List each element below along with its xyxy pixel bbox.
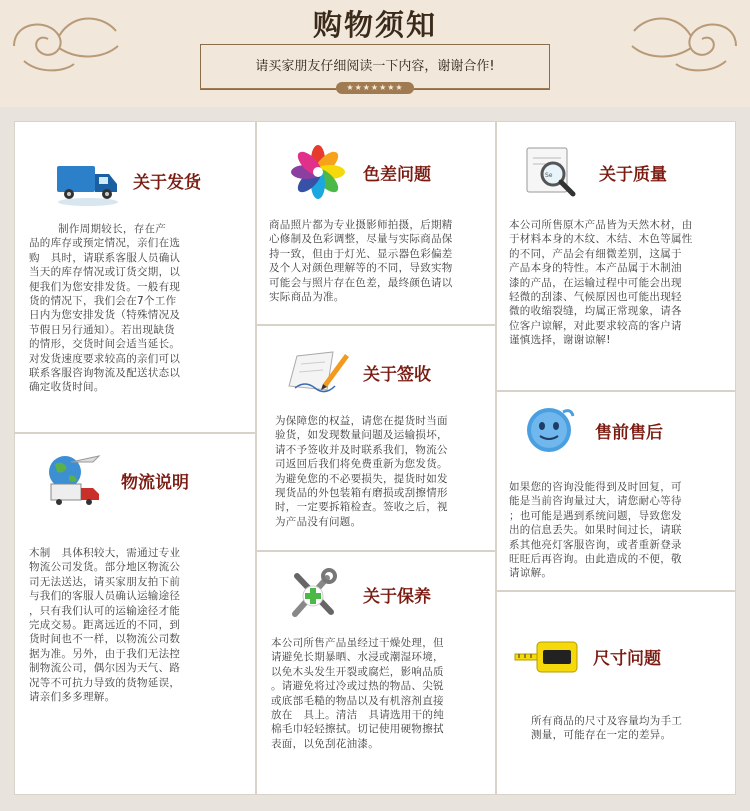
- page-title: 购物须知: [268, 6, 482, 44]
- scroll-ornament-icon: [628, 6, 746, 76]
- card-title: 物流说明: [121, 472, 189, 493]
- card-quality: [496, 121, 736, 391]
- card-title: 关于保养: [363, 586, 431, 607]
- scroll-ornament-icon: [4, 6, 122, 76]
- card-color-diff: [256, 121, 496, 325]
- card-body: 本公司所售产品虽经过干燥处理，但 请避免长期暴晒、水浸或潮湿环境， 以免木头发生开裂或腐烂，影响品质 。请避免将过冷或过热的物品、尖锐 或底部毛糙的物品以及有机溶剂直接 放在 具上。清洁 具请选用干的纯 棉毛巾轻轻擦拭。切记使用硬物擦拭 表面，以免刮花油漆。: [271, 637, 445, 750]
- divider: [414, 88, 550, 89]
- globe-transport-icon: [41, 452, 111, 508]
- notice-grid: [0, 107, 750, 811]
- card-body: 所有商品的尺寸及容量均为手工 测量，可能存在一定的差异。: [531, 715, 683, 742]
- card-body: 制作周期较长，存在产 品的库存或预定情况，亲们在选 购 具时，请联系客服人员确认 当天的库存情况或订货交期，以 便我们为您安排发货。一般有现 货的情况下，我们会在7个工作 日内为您安排发货（特殊情况及 节假日另行通知）。若出现缺货 的情形，交货时间会适当延长。 对发货速度要求较高的亲们可以 联系客服咨询物流及配送状态以 确定收货时间。: [29, 223, 181, 394]
- card-body: 本公司所售原木产品皆为天然木材，由 于材料本身的木纹、木结、木色等属性 的不同，产品会有细微差别，这属于 产品本身的特性。本产品属于木制油 漆的产品，在运输过程中可能会出现 轻微的刮漆、气候原因也可能出现轻 微的收缩裂缝，均属正常现象，请各 位客户谅解，对此要求较高的客户请 谨慎选择，谢谢谅解!: [509, 219, 693, 347]
- delivery-truck-icon: [53, 152, 123, 208]
- card-after-sales: [496, 391, 736, 591]
- card-maintenance: [256, 551, 496, 795]
- card-title: 尺寸问题: [593, 648, 661, 669]
- card-title: 售前售后: [595, 422, 663, 443]
- card-body: 为保障您的权益，请您在提货时当面 验货，如发现数量问题及运输损坏， 请不予签收并及时联系我们，物流公 司返回后我们将免费重新为您发货。 为避免您的不必要损失，提货时如发 现货品的外包装箱有磨损或刮擦情形 时，一定要拆箱检查。签收之后，视 为产品没有问题。: [275, 415, 448, 528]
- card-title: 关于签收: [363, 364, 431, 385]
- card-logistics: [14, 433, 256, 795]
- magnifier-search-icon: [519, 144, 589, 200]
- header-banner: [0, 0, 750, 107]
- card-body: 如果您的咨询没能得到及时回复，可 能是当前咨询量过大，请您耐心等待 ；也可能是遇到系统问题，导致您发 出的信息丢失。如果时间过长，请联 系其他亮灯客服咨询，或者重新登录 旺旺后再咨询。由此造成的不便，敬 请谅解。: [509, 481, 682, 580]
- star-rating-decoration: ★★★★★★★: [336, 82, 414, 94]
- card-title: 关于发货: [133, 172, 201, 193]
- chat-bubble-icon: [515, 402, 585, 458]
- card-body: 木制 具体积较大，需通过专业 物流公司发货。部分地区物流公 司无法送达，请买家朋友拍下前 与我们的客服人员确认运输途径 ，只有我们认可的运输途径才能 完成交易。距离远近的不同，到 货时间也不一样，以物流公司数 据为准。另外，由于我们无法控 制物流公司，偶尔因为天气、路 况等不可抗力导致的货物延误， 请亲们多多理解。: [29, 547, 181, 704]
- card-size: [496, 591, 736, 795]
- card-body: 商品照片都为专业摄影师拍摄，后期精 心修制及色彩调整，尽量与实际商品保 持一致，但由于灯光、显示器色彩偏差 及个人对颜色理解等的不同，导致实物 可能会与照片存在色差，最终颜色请以 实际商品为准。: [269, 219, 453, 304]
- page-subtitle: 请买家朋友仔细阅读一下内容，谢谢合作!: [255, 59, 495, 74]
- divider: [200, 88, 336, 89]
- color-petals-icon: [283, 144, 353, 200]
- card-shipping: [14, 121, 256, 433]
- card-title: 关于质量: [599, 164, 667, 185]
- card-receiving: [256, 325, 496, 551]
- tools-plus-icon: [283, 566, 353, 622]
- tape-measure-icon: [513, 628, 583, 684]
- svg-text:Se: Se: [545, 172, 553, 179]
- card-title: 色差问题: [363, 164, 431, 185]
- pen-signature-icon: [283, 344, 353, 400]
